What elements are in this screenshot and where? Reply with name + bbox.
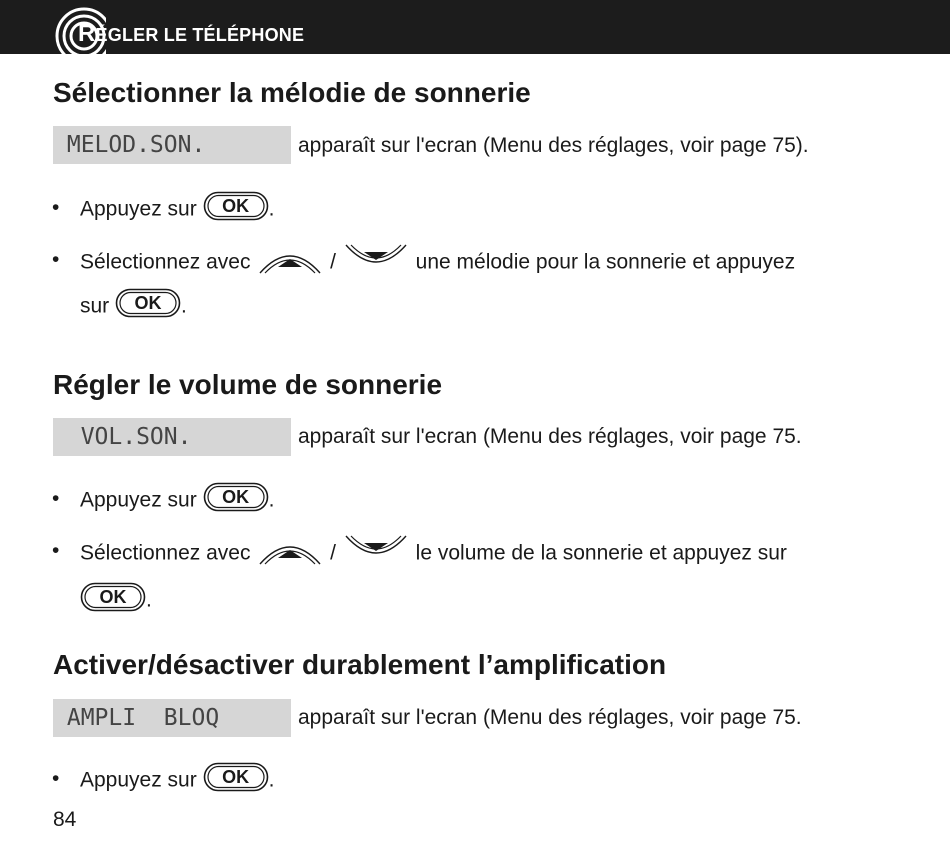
ok-key-icon [203, 482, 269, 512]
step-end: . [146, 588, 152, 612]
lcd-caption-melody: apparaît sur l'ecran (Menu des réglages, voir page 75). [298, 134, 809, 157]
step-end: . [268, 768, 275, 792]
ok-key-icon [80, 582, 146, 612]
section-title-amplification: Activer/désactiver durablement l’amplification [53, 649, 667, 680]
step-text: sur [80, 294, 110, 318]
step-text: Appuyez sur [80, 197, 197, 221]
bullet: • [52, 539, 60, 562]
page-number: 84 [53, 808, 77, 831]
down-arrow-key-icon [342, 534, 410, 566]
step-end: . [268, 197, 275, 221]
up-arrow-key-icon [256, 534, 324, 566]
step-text: Sélectionnez avec [80, 541, 251, 565]
bullet: • [52, 767, 60, 790]
step-select-volume [80, 538, 787, 570]
slash: / [330, 541, 336, 565]
slash: / [330, 250, 336, 274]
ok-key-label: OK [222, 196, 250, 216]
bullet: • [52, 487, 60, 510]
step-text: Sélectionnez avec [80, 250, 251, 274]
step-select-volume-cont [80, 586, 152, 616]
header-title-rest: ÉGLER LE TÉLÉPHONE [95, 25, 305, 45]
step-text: le volume de la sonnerie et appuyez sur [415, 541, 787, 565]
up-arrow-key-icon [256, 243, 324, 275]
ok-key-label: OK [222, 767, 250, 787]
header-title [78, 20, 304, 48]
step-press-ok-volume [80, 486, 274, 516]
step-end: . [181, 294, 187, 318]
lcd-display-volume: VOL.SON. [53, 418, 291, 456]
lcd-caption-volume: apparaît sur l'ecran (Menu des réglages, voir page 75. [298, 425, 802, 448]
step-text: Appuyez sur [80, 488, 197, 512]
lcd-display-melody: MELOD.SON. [53, 126, 291, 164]
ok-key-label: OK [222, 487, 250, 507]
step-text: Appuyez sur [80, 768, 197, 792]
step-select-melody [80, 247, 795, 279]
bullet: • [52, 248, 60, 271]
step-select-melody-cont [80, 292, 187, 322]
section-title-volume: Régler le volume de sonnerie [53, 369, 443, 400]
ok-key-label: OK [134, 293, 162, 313]
ok-key-icon [203, 762, 269, 792]
ok-key-label: OK [99, 587, 127, 607]
section-title-melody: Sélectionner la mélodie de sonnerie [53, 77, 531, 108]
lcd-caption-amplification: apparaît sur l'ecran (Menu des réglages, voir page 75. [298, 706, 802, 729]
ok-key-icon [203, 191, 269, 221]
ok-key-icon [115, 288, 181, 318]
page-header [0, 0, 950, 54]
step-press-ok-amplification [80, 766, 274, 796]
step-end: . [268, 488, 275, 512]
down-arrow-key-icon [342, 243, 410, 275]
step-press-ok-melody [80, 195, 274, 225]
bullet: • [52, 196, 60, 219]
header-title-initial: R [78, 20, 96, 47]
lcd-display-amplification: AMPLI BLOQ [53, 699, 291, 737]
step-text: une mélodie pour la sonnerie et appuyez [415, 250, 796, 274]
